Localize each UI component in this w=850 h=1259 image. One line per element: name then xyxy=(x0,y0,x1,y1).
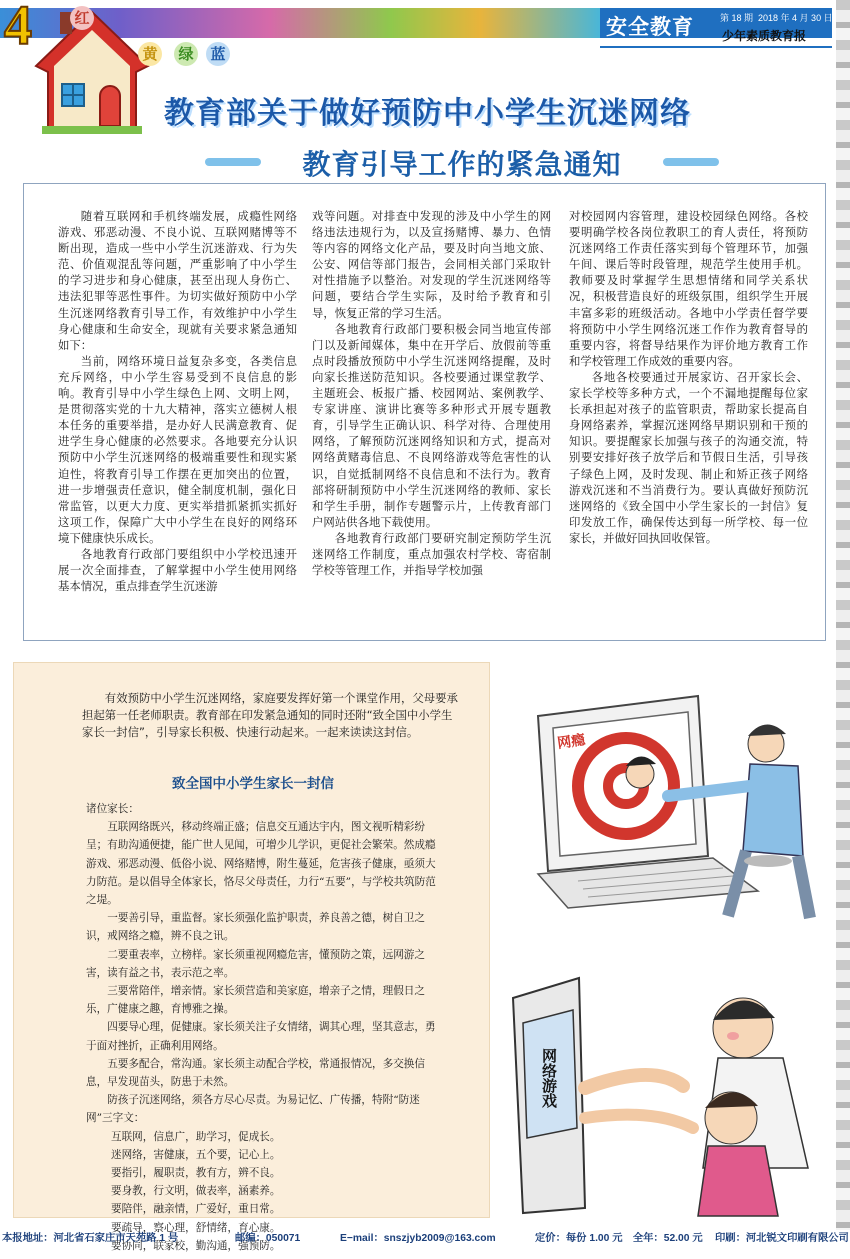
ditty-line: 迷网络，害健康，五个要，记心上。 xyxy=(111,1148,281,1161)
article-title-line2: 教育引导工作的紧急通知 xyxy=(302,148,622,181)
ditty-line: 要疏导，察心理，舒情绪，育心康。 xyxy=(111,1221,281,1234)
paragraph: 各地教育行政部门要研究制定预防学生沉迷网络工作制度，重点加强农村学校、寄宿制学校等管理工作，并指导学校加强 xyxy=(312,530,551,578)
letter-paragraph: 二要重表率，立榜样。家长须重视网瘾危害，懂预防之策，远网游之害，读有益之书，表示范之率。 xyxy=(86,948,425,979)
footer xyxy=(0,1226,850,1246)
paper-name: 少年素质教育报 xyxy=(722,29,807,43)
letter-intro xyxy=(82,690,462,740)
paragraph: 当前，网络环境日益复杂多变，各类信息充斥网络，中小学生容易受到不良信息的影响。教育引导中小学生绿色上网、文明上网，是贯彻落实党的十九大精神，落实立德树人根本任务的重要举措，是办好人民满意教育、促进学生身心健康的必然要求。各地要充分认识预防中小学生沉迷网络的极端重要性和现实紧迫性，将教育引导工作摆在更加突出的位置，进一步增强责任意识，健全制度机制，强化日常监管，以更大力度、更实举措抓紧抓实抓好这项工作，保障广大中小学生在良好的网络环境下健康快乐成长。 xyxy=(58,353,297,545)
illustration-internet-addiction xyxy=(498,686,828,926)
paragraph: 随着互联网和手机终端发展，成瘾性网络游戏、邪恶动漫、不良小说、互联网赌博等不断出现，造成一些中小学生沉迷游戏、行为失范、价值观混乱等问题，严重影响了中小学生的学习进步和身心健康，甚至出现人身伤亡、违法犯罪等恶性事件。为切实做好预防中小学生沉迷网络教育引导工作，有效维护中小学生身心健康和生命安全，现就有关要求紧急通知如下： xyxy=(58,209,297,352)
letter-paragraph: 三要常陪伴，增亲情。家长须营造和美家庭，增亲子之情，理假日之乐，广健康之趣，育博雅之操。 xyxy=(86,985,425,1016)
letter-title: 致全国中小学生家长一封信 xyxy=(172,776,334,792)
letter-body xyxy=(86,800,446,1255)
illustration-online-games xyxy=(493,968,833,1218)
article-column-2 xyxy=(312,208,551,578)
page-number: 4 xyxy=(4,0,32,57)
color-word-green: 绿 xyxy=(174,42,198,66)
footer-printer: 印刷：河北锐文印刷有限公司 xyxy=(715,1233,849,1244)
img1-label: 网瘾 xyxy=(556,732,587,752)
page-edge-strip xyxy=(836,0,850,1230)
color-word-red: 红 xyxy=(70,6,94,30)
img2-label: 网络游戏 xyxy=(540,1048,558,1108)
issue-date: 2018 年 4 月 30 日 xyxy=(758,13,833,23)
ditty-line: 要指引，履职责，教有方，辨不良。 xyxy=(111,1167,281,1180)
issue-info xyxy=(720,11,833,24)
paragraph: 戏等问题。对排查中发现的涉及中小学生的网络违法违规行为，以及宣扬赌博、暴力、色情等内容的网络文化产品，要及时向当地文旅、公安、网信等部门报告，会同相关部门采取针对性措施予以整治。对发现的学生沉迷网络等问题，要结合学生实际，及时给予教育和引导，恢复正常的学习生活。 xyxy=(312,209,551,320)
footer-email: E−mail：snszjyb2009@163.com xyxy=(340,1233,496,1244)
letter-paragraph: 一要善引导，重监督。家长须强化监护职责，养良善之德，树自卫之识，戒网络之瘾，辨不良之讯。 xyxy=(86,912,425,943)
title-decoration-left xyxy=(205,158,261,166)
footer-postcode: 邮编：050071 xyxy=(235,1233,301,1244)
intro-text: 有效预防中小学生沉迷网络，家庭要发挥好第一个课堂作用，父母要承担起第一任老师职责。教育部在印发紧急通知的同时还附“致全国中小学生家长一封信”，引导家长积极、快速行动起来。一起来读读这封信。 xyxy=(82,691,458,739)
letter-paragraph: 互联网络既兴，移动终端正盛；信息交互通达宇内，图文视听精彩纷呈；有助沟通便捷，能广世人见闻，可增少儿学识，更促社会繁荣。然成瘾游戏、邪恶动漫、低俗小说、网络赌博，附生蔓延，危害孩子健康，亟须大力防范。是以倡导全体家长，恪尽父母责任，力行“五要”，与学校共筑防范之堤。 xyxy=(86,821,436,907)
ditty-line: 要陪伴，融亲情，广爱好，重日常。 xyxy=(111,1203,281,1216)
section-title: 安全教育 xyxy=(606,16,694,39)
color-word-yellow: 黄 xyxy=(138,42,162,66)
article-title-line1: 教育部关于做好预防中小学生沉迷网络 xyxy=(164,96,691,131)
paragraph: 各地教育行政部门要组织中小学校迅速开展一次全面排查，了解掌握中小学生使用网络基本情况，重点排查学生沉迷游 xyxy=(58,546,297,594)
ditty-line: 要身教，行文明，做表率，涵素养。 xyxy=(111,1185,281,1198)
color-word-blue: 蓝 xyxy=(206,42,230,66)
header-rule xyxy=(600,46,832,48)
house-logo-icon xyxy=(32,8,152,136)
paragraph: 各地各校要通过开展家访、召开家长会、家长学校等多种方式，一个不漏地提醒每位家长承担起对孩子的监管职责，帮助家长提高自身网络素养，掌握沉迷网络早期识别和干预的知识。要提醒家长加强与孩子的沟通交流，特别要安排好孩子放学后和节假日生活，引导孩子绿色上网，及时发现、制止和矫正孩子网络游戏沉迷和不当消费行为。要认真做好预防沉迷网络的《致全国中小学生家长的一封信》复印发放工作，确保传达到每一所学校、每一位家长，并做好回执回收保管。 xyxy=(569,369,808,545)
title-decoration-right xyxy=(663,158,719,166)
letter-salutation: 诸位家长： xyxy=(86,803,139,815)
paragraph: 对校园网内容管理，建设校园绿色网络。各校要明确学校各岗位教职工的育人责任，将预防沉迷网络工作责任落实到每个管理环节，加强午间、课后等时段管理，规范学生使用手机。教师要及时掌握学生思想情绪和同学关系状况，积极营造良好的班级氛围，组织学生开展丰富多彩的班级活动。各地中小学责任督学要将预防中小学生网络沉迷工作作为教育督导的重要内容，将督导结果作为评价地方教育工作和学校管理工作成效的重要内容。 xyxy=(569,209,808,368)
article-column-3 xyxy=(569,208,808,546)
footer-address: 本报地址：河北省石家庄市天苑路 1 号 xyxy=(2,1233,179,1244)
ditty-line: 要协同，联家校，勤沟通，强预防。 xyxy=(111,1239,281,1252)
article-column-1 xyxy=(58,208,297,594)
issue-number: 第 18 期 xyxy=(720,13,754,23)
letter-paragraph: 防孩子沉迷网络，须各方尽心尽责。为易记忆、广传播，特附“防迷网”三字文： xyxy=(86,1094,420,1125)
footer-price: 定价：每份 1.00 元 全年：52.00 元 xyxy=(535,1233,703,1244)
paragraph: 各地教育行政部门要积极会同当地宣传部门以及新闻媒体，集中在开学后、放假前等重点时段播放预防中小学生沉迷网络提醒，及时向家长推送防范知识。各校要通过课堂教学、主题班会、板报广播、校园网站、案例教学、专家讲座、演讲比赛等多种形式开展专题教育，引导学生正确认识、科学对待、合理使用网络，了解预防沉迷网络知识和方式，提高对网络黄赌毒信息、不良网络游戏等危害性的认识，自觉抵制网络不良信息和不法行为。教育部将研制预防中小学生沉迷网络的教师、家长和学生手册，制作专题警示片，上传教育部门户网站供各地下载使用。 xyxy=(312,321,551,529)
letter-paragraph: 五要多配合，常沟通。家长须主动配合学校，常通报情况，多交换信息，早发现苗头，防患于未然。 xyxy=(86,1057,425,1089)
letter-paragraph: 四要导心理，促健康。家长须关注子女情绪，调其心理，坚其意志，勇于面对挫折，正确利用网络。 xyxy=(86,1021,436,1052)
ditty-line: 互联网，信息广，助学习，促成长。 xyxy=(111,1130,281,1143)
